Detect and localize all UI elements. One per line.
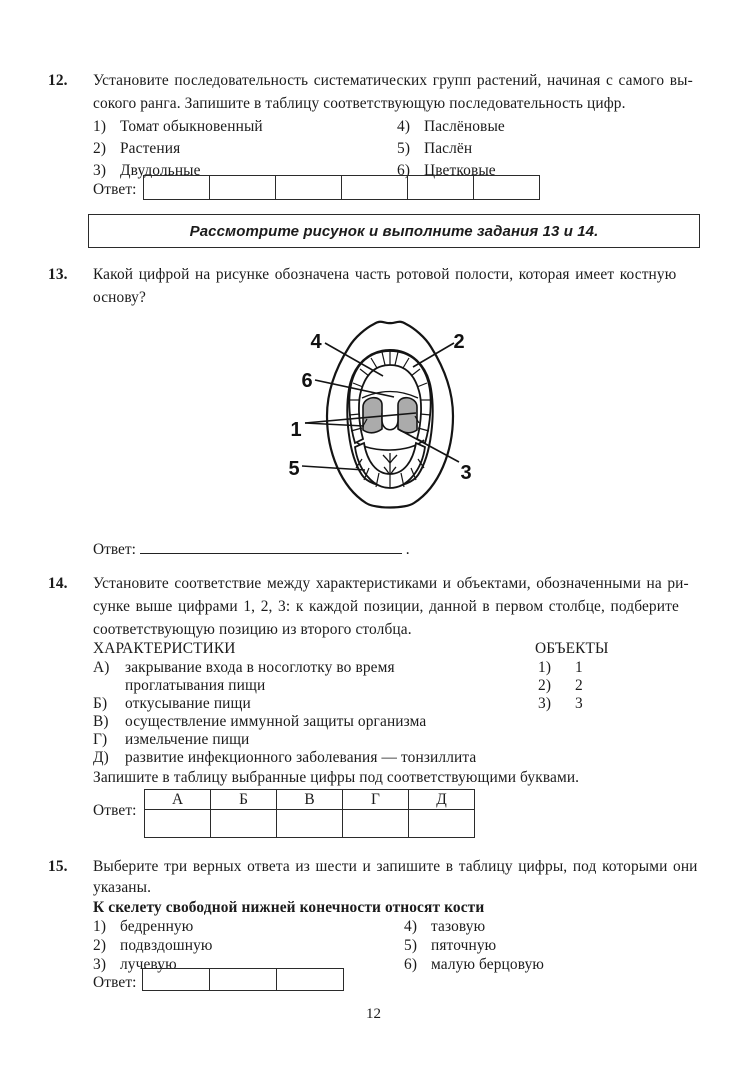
q15-lead: К скелету свободной нижней конечности относят кости (93, 899, 485, 916)
q14-note: Запишите в таблицу выбранные цифры под соответствующими буквами. (93, 769, 580, 786)
q14-col1-header: ХАРАКТЕРИСТИКИ (93, 640, 236, 657)
diagram-label-4: 4 (310, 331, 322, 353)
diagram-label-2: 2 (453, 331, 465, 353)
answer-cell (409, 810, 475, 838)
q15-option-6: 6) малую берцовую (404, 956, 545, 973)
q15-number: 15. (48, 858, 68, 875)
q12-answer-table (143, 175, 540, 200)
q14-characteristic-a2: проглатывания пищи (125, 677, 266, 694)
q14-characteristic-d: Д) развитие инфекционного заболевания — тонзиллита (93, 749, 477, 766)
q14-stem-line: соответствующую позицию из второго столбца. (93, 621, 412, 638)
answer-cell (210, 176, 276, 200)
answer-blank (140, 540, 402, 554)
diagram-label-3: 3 (460, 462, 472, 484)
answer-cell (210, 969, 277, 991)
table-header-cell: Д (409, 790, 475, 810)
diagram-label-6: 6 (301, 370, 313, 392)
q14-object-2: 2) 2 (538, 677, 583, 694)
q13-answer-label: Ответ: (93, 541, 136, 558)
answer-cell (474, 176, 540, 200)
q13-stem-line: Какой цифрой на рисунке обозначена часть ротовой полости, которая имеет костную (93, 266, 677, 283)
q14-stem-line: Установите соответствие между характеристиками и объектами, обозначенными на ри- (93, 575, 689, 592)
q14-characteristic-v: В) осуществление иммунной защиты организма (93, 713, 427, 730)
q12-option-3: 3) Двудольные (93, 162, 201, 179)
answer-cell (145, 810, 211, 838)
answer-cell (211, 810, 277, 838)
q14-characteristic-b: Б) откусывание пищи (93, 695, 251, 712)
q15-option-2: 2) подвздошную (93, 937, 213, 954)
q15-option-1: 1) бедренную (93, 918, 194, 935)
q14-object-1: 1) 1 (538, 659, 583, 676)
instruction-text: Рассмотрите рисунок и выполните задания 13 и 14. (189, 222, 599, 240)
answer-cell (144, 176, 210, 200)
q15-option-5: 5) пяточную (404, 937, 497, 954)
mouth-diagram (270, 303, 502, 515)
q12-stem-line: сокого ранга. Запишите в таблицу соответствующую последовательность цифр. (93, 95, 626, 112)
q14-characteristic-g: Г) измельчение пищи (93, 731, 250, 748)
q14-stem-line: сунке выше цифрами 1, 2, 3: к каждой позиции, данной в первом столбце, подберите (93, 598, 679, 615)
diagram-label-5: 5 (288, 458, 300, 480)
q12-number: 12. (48, 72, 68, 89)
q14-object-3: 3) 3 (538, 695, 583, 712)
q12-option-1: 1) Томат обыкновенный (93, 118, 263, 135)
q15-answer-table (142, 968, 344, 991)
answer-cell (408, 176, 474, 200)
table-header-cell: Г (343, 790, 409, 810)
q12-option-2: 2) Растения (93, 140, 181, 157)
answer-cell (277, 810, 343, 838)
q15-stem-line: Выберите три верных ответа из шести и запишите в таблицу цифры, под которыми они (93, 858, 698, 875)
answer-cell (277, 969, 344, 991)
q15-stem-line: указаны. (93, 879, 152, 896)
q13-answer-line: Ответ: . (93, 541, 410, 558)
table-header-cell: Б (211, 790, 277, 810)
q15-option-3: 3) лучевую (93, 956, 177, 973)
answer-cell (342, 176, 408, 200)
instruction-box (88, 214, 700, 248)
table-header-cell: В (277, 790, 343, 810)
q14-number: 14. (48, 575, 68, 592)
table-header-cell: А (145, 790, 211, 810)
q13-number: 13. (48, 266, 68, 283)
q14-answer-label: Ответ: (93, 802, 137, 819)
q12-option-4: 4) Паслёновые (397, 118, 505, 135)
q14-characteristic-a: А) закрывание входа в носоглотку во время (93, 659, 395, 676)
page-number: 12 (366, 1006, 381, 1022)
q12-option-6: 6) Цветковые (397, 162, 496, 179)
q12-answer-label: Ответ: (93, 181, 137, 198)
left-tonsil (363, 398, 382, 433)
answer-cell (143, 969, 210, 991)
answer-cell (276, 176, 342, 200)
q13-stem-line: основу? (93, 289, 146, 306)
q14-answer-table (144, 789, 475, 838)
right-tonsil (398, 398, 417, 433)
q12-stem-line: Установите последовательность систематических групп растений, начиная с самого вы- (93, 72, 693, 89)
q15-answer-label: Ответ: (93, 974, 137, 991)
answer-cell (343, 810, 409, 838)
q12-option-5: 5) Паслён (397, 140, 473, 157)
q14-col2-header: ОБЪЕКТЫ (535, 640, 609, 657)
q15-option-4: 4) тазовую (404, 918, 486, 935)
diagram-label-1: 1 (290, 419, 302, 441)
